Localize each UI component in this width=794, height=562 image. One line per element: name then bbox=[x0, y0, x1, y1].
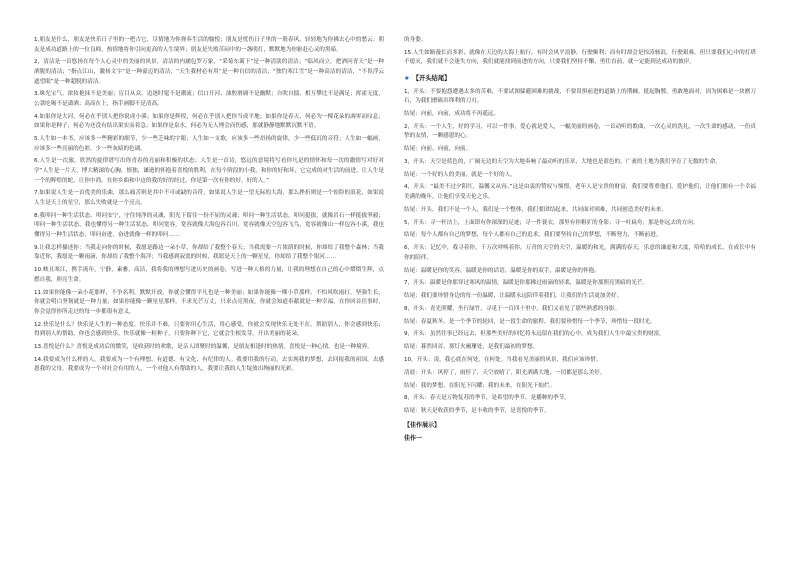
section-heading-text: 【开头结尾】 bbox=[412, 74, 451, 82]
list-item: 结尾：我的梦想，在阳光下闪耀；我的未来，在阳光下灿烂。 bbox=[404, 382, 556, 389]
right-column bbox=[404, 36, 756, 444]
list-item: 结尾：暮然回首，那灯火阑珊处，是我们最初的梦想。 bbox=[404, 344, 539, 351]
paragraph: 8.我叩问一种生活状态。叩问安宁，守住纯净的灵魂，阳光下留住一份不屈的灵魂；叩问一种生活状态，叩问挺拔，就像岩石一样挺拔坚毅；叩问一种生活状态，我也懂得另一种生活状态，叩问宽容，宽容就像大海包容百川，宽容就像天空包容飞鸟，宽容就像山一样包容小溪，我也懂得另一种生活状态，叩问奋进，奋进就像一样的叩问…… bbox=[34, 212, 384, 238]
list-item: 结尾：一个好的人的美丽，就是一个好的人。 bbox=[404, 171, 516, 178]
list-item: 5，开头：寻一杆沽上，上面即有你深深的足迹；寻一件蓑衣，那里有你粗犷的身影；寻一叶扁舟，那是你远去的方向。 bbox=[404, 219, 699, 226]
list-item: 1，开头：不要抱怨遭遇太多的苦难，不要试图躲避困难的挑战，不要畏惧前进的道路上的荆棘。挺起胸膛，勇敢地面对，因为困难是一块磨刀石，为我们磨砺出锋利的刀刃。 bbox=[404, 88, 756, 105]
paragraph: 3.珠光宝气、浓妆艳抹不是美丽；盲目从众、追逐时髦不是潮流；信口开河、油腔滑调不是幽默；自吹自擂，相互攀比不是满足；挥霍无度，公款吃喝不是潇洒；高高在上，指手画脚不是清高。 bbox=[34, 91, 384, 107]
list-item: 4，开头：“最美不过夕阳红，温馨又从容。”这是由衷的赞叹与憧憬，老年人是宝贵的财富，我们要尊重他们，爱护他们，让他们拥有一个幸福美满的晚年，让他们享受天伦之乐。 bbox=[404, 184, 756, 201]
list-item: 10，开头：凌，我心底在何处，在何处。当我看见美丽的风景，我们应该珍惜。 bbox=[404, 357, 602, 363]
subheading-secondary: 佳作一 bbox=[404, 435, 423, 443]
paragraph: 12.快乐是什么？快乐是人生的一种态度。快乐并不难，只要你用心生活，用心感受，你就会发现快乐无处不在。帮助别人，你会感到快乐；得到别人的帮助，你也会感到快乐。快乐就像一粒种子，只要你种下它，它就会生根发芽，开出美丽的花朵。 bbox=[34, 321, 384, 338]
paragraph: 5.人生如一本书，应该多一些精彩的细节，少一些乏味的字眼；人生如一支歌，应该多一些昂扬的旋律，少一些低沉的音符；人生如一幅画，应该多一些亮丽的色彩，少一些灰暗的色调。 bbox=[34, 136, 384, 152]
star-icon: ★ bbox=[404, 74, 410, 82]
continuation-text: 的身姿。 bbox=[404, 37, 427, 43]
paragraph: 13.喜悦是什么？喜悦是成功后的微笑，是收获时的欢歌，是亲人团聚时的温馨，是朋友相逢时的热情。喜悦是一种心情，也是一种境界。 bbox=[34, 343, 373, 350]
list-item: 结尾：春夏秋冬，是一个季节的轮回，是一段生命的旅程，我们要珍惜每一个季节，珍惜每一段时光。 bbox=[404, 318, 656, 325]
paragraph: 1.朋友是什么，朋友是快乐日子里的一把吉它，尽情地为你弹奏生活的愉悦；朋友是忧伤日子里的一股春风，轻轻地为你拂去心中的愁云。朋友是成功道路上的一位良师，热情地将你引向更高的人生境界；朋友是失败苦闷中的一盏明灯，默默地为你驱赶心灵的黑暗。 bbox=[34, 37, 384, 53]
paragraph: 9.让我怎样描述你：当我走向你的时候，我愿是路边一朵小草，你却给了我整个春天；当我需要一片浓荫的时候，你却给了我整个森林；当我靠近你，我愿是一颗雨滴，你却给了我整个海洋；当我感到寂寞的时候，我愿是天上的一颗星星，你却给了我整个银河…… bbox=[34, 244, 384, 261]
list-item: 结尾：我们要珍惜身边的每一份温暖，让温暖永远陪伴着我们，让我们的生活更加美好。 bbox=[404, 293, 623, 300]
paragraph: 7.如果说人生是一首优美的乐曲，那么痛苦则是其中不可或缺的音符，如果说人生是一望无际的大海，那么挫折则是一个惊险的浪花，如果说人生是天上的星空，那么失败就是一个亮点。 bbox=[34, 190, 384, 207]
list-item: 8，开头：春天是万物复苏的季节，是希望的季节，是播种的季节。 bbox=[404, 395, 570, 402]
paragraph: 4.如果你是大河，何必在乎别人把你说成小溪；如果你是辉煌，何必在乎别人把你当成平地；如果你是春天，何必为一棵花朵的凋零而叹息；如果你是种子，何必为还没有结出果实而着急；如果你是泉水，何必为无人理会而伤感，那就静静地默默沉默不语。 bbox=[34, 113, 384, 130]
list-item: 9，开头：虽然往事已经远去，但那些美好的回忆将永远留在我们的心中，成为我们人生中最宝贵的财富。 bbox=[404, 331, 665, 338]
list-item: 6，开头：记忆中，我寻着你，千万次呼唤着你，万青的天空的天空，温暖的和光，满满的春天，乐意的谦虚和大度，哈哈的成长，在成长中有你的陪伴。 bbox=[404, 245, 756, 261]
subheading: 【佳作展示】 bbox=[404, 421, 441, 429]
paragraph: 2，清洁是一首悠扬在每个人心灵中的美丽的风景。清洁的内涵包罗万象，“采菊东篱下”是一种清淡的清洁；“临风而立，把酒问青天”是一种洒脱的清洁；“指点江山，激扬文字”是一种豪迈的清洁；“天生我材必有用”是一种自信的清洁；“独钓寒江雪”是一种高洁的清洁，“不畏浮云遮望眼”是一种超脱的清洁。 bbox=[34, 59, 384, 85]
list-item: 结尾：每个人都有自己的梦想，每个人都有自己的追求，我们要坚持自己的梦想，不断努力，不断前进。 bbox=[404, 232, 662, 239]
list-item: 2，开头：一个人生，好的学习，可以一件事，爱心就是爱人，一幅美丽的画卷，一首动听的歌曲，一次心灵的洗礼，一次生命的感动，一份真挚的友情，一颗感恩的心。 bbox=[404, 123, 756, 140]
list-item: 结尾：开头，我们不是一个人，我们是一个整体，我们要团结起来，共同面对困难，共同创造美好的未来。 bbox=[404, 206, 667, 213]
left-column bbox=[34, 36, 384, 378]
list-item: 清晨：开头：风停了，雨停了，天空放晴了，阳光洒满大地，一切都是那么美好。 bbox=[404, 369, 606, 376]
list-item: 8，开头：青光照耀，坐行绿竹，寻觅于一百四十里中，我们又看见了那些熟悉的身影。 bbox=[404, 305, 621, 312]
list-item: 结尾：秋天是收获的季节，是丰收的季节，是喜悦的季节。 bbox=[404, 408, 550, 415]
paragraph: 14.我要成为什么样的人，我要成为一个有理想、有道德、有文化、有纪律的人。我要用我的行动，去实现我的梦想，去回报我的祖国，去感恩我的父母。我要成为一个对社会有用的人，一个对他人有帮助的人，我要让我的人生绽放出绚丽的光彩。 bbox=[34, 356, 384, 373]
list-item: 结尾：向前，向前，成功将不再遥远。 bbox=[404, 110, 500, 117]
list-item: 结尾：温暖是你的笑容，温暖是你的话语，温暖是你的双手，温暖是你的怀抱。 bbox=[404, 267, 600, 274]
section-heading bbox=[404, 74, 756, 84]
paragraph: 15.人生如路漫长而多彩，就像在天边的大海上航行，有时会风平浪静，行驶顺利；而有时却会是惊涛骇浪，行驶艰难。但只要我们心中的灯塔不熄灭，我们就不会迷失方向，我们就能找到前进的方向，只要我们坚持不懈，勇往直前，就一定能到达成功的彼岸。 bbox=[404, 49, 756, 66]
list-item: 7，开头：温暖是你那穿过寒风的温情，温暖是你那拂过雨滴的轻柔，温暖是你那照亮黑暗的光芒。 bbox=[404, 280, 649, 287]
paragraph: 11.如果你能像一朵小花那样，不争名利，默默开放，你就会懂得平凡也是一种美丽；如果你能像一棵小草那样，不怕风吹雨打，坚强生长，你就会明白坚韧就是一种力量；如果你能像一颗星星那样，不求光芒万丈，只求点亮黑夜，你就会知道奉献就是一种幸福。在你回首往事时，你会觉得你所走过的每一步都很有意义。 bbox=[34, 289, 384, 315]
list-item: 3，开头：天空是蓝色的，广阔无边的天空为大地奏响了最动听的乐章，大地也是蓝色的，广袤的土地为我们孕育了无数的生命。 bbox=[404, 158, 721, 165]
paragraph: 6.人生是一次旅，欣然的旋律谱写出你青春的亮丽和积极的状态；人生是一首诗，悠远的意境将写看你凡是的情怀和每一次的激情写对好对学“人生是一片天，博大精深的心胸，慎独，谦逊的怀抱着喜悦的胜利，在每个阶段的小我，和你的好和坏，它完成的对生活的前进，让人生是一个的辉煌的蛇，让你中尚，在你乡曲和中这的我的好的经过，你是第一次有你的好，好的人。” bbox=[34, 158, 384, 184]
paragraph: 10.峡且寒江，携手流年，宁静，素雅，高洁，我将我的理想写进历史的画卷，写进一种人格的力量，让我的理想在自己的心中熠熠生辉，点燃自我，照亮生命。 bbox=[34, 267, 384, 283]
list-item: 结尾：向前，向前，向前。 bbox=[404, 146, 472, 153]
